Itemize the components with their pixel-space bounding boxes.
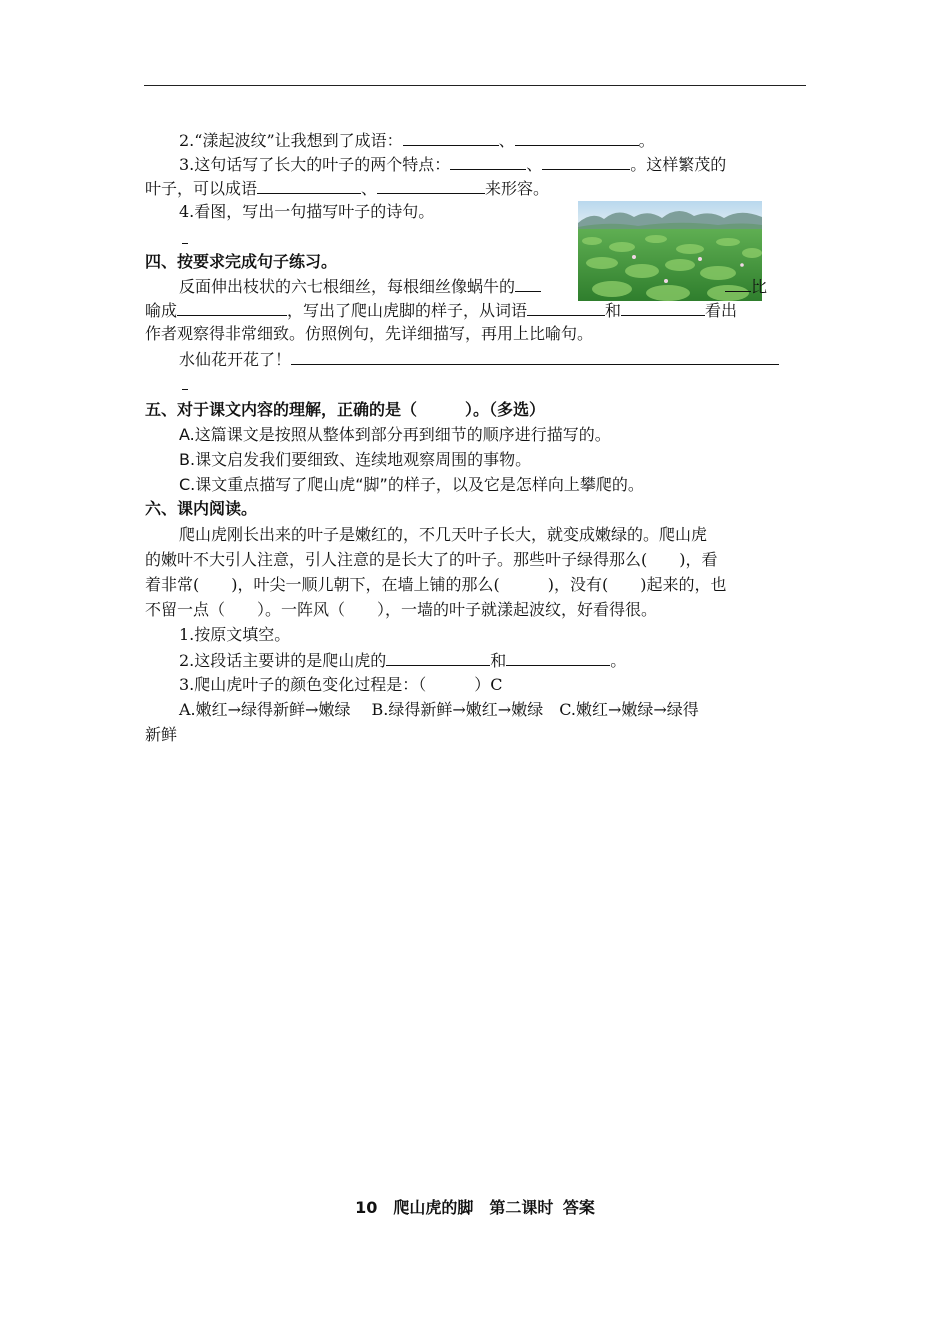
question-4: 4.看图，写出一句描写叶子的诗句。 — [179, 202, 435, 221]
answer-dash[interactable] — [182, 243, 188, 244]
header-rule — [144, 85, 806, 86]
section-6-title: 六、课内阅读。 — [145, 499, 258, 518]
answer-blank[interactable] — [177, 298, 287, 316]
question-2: 2.“漾起波纹”让我想到了成语： 、 。 — [145, 128, 807, 152]
answer-blank[interactable] — [725, 274, 751, 292]
passage-line-4: 不留一点（ ）。一阵风（ ），一墙的叶子就漾起波纹，好看得很。 — [145, 600, 658, 619]
answer-blank[interactable] — [506, 648, 610, 666]
reading-question-3: 3.爬山虎叶子的颜色变化过程是：（ ）C — [179, 675, 503, 694]
answer-blank[interactable] — [515, 128, 639, 146]
answer-blank[interactable] — [542, 152, 630, 170]
passage-line-3: 着非常( )，叶尖一顺儿朝下，在墙上铺的那么( )，没有( )起来的，也 — [145, 575, 727, 594]
option-c: C.课文重点描写了爬山虎“脚”的样子，以及它是怎样向上攀爬的。 — [179, 475, 644, 494]
answer-blank[interactable] — [527, 298, 605, 316]
reading-question-3-options: A.嫩红→绿得新鲜→嫩绿 B.绿得新鲜→嫩红→嫩绿 C.嫩红→嫩绿→绿得 — [179, 700, 699, 719]
answer-section-title: 10 爬山虎的脚 第二课时 答案 — [355, 1198, 595, 1217]
reading-question-1: 1.按原文填空。 — [179, 625, 291, 644]
section-4-line-1: 反面伸出枝状的六七根细丝，每根细丝像蜗牛的 比 — [145, 274, 807, 298]
reading-question-2: 2.这段话主要讲的是爬山虎的 和 。 — [145, 648, 807, 672]
section-4-line-4: 水仙花开花了！ — [145, 347, 807, 371]
section-4-line-2: 喻成 ，写出了爬山虎脚的样子，从词语 和 看出 — [145, 298, 807, 322]
section-4-line-3: 作者观察得非常细致。仿照例句，先详细描写，再用上比喻句。 — [145, 324, 594, 343]
answer-line[interactable] — [291, 347, 779, 365]
answer-blank[interactable] — [386, 648, 490, 666]
option-b: B.课文启发我们要细致、连续地观察周围的事物。 — [179, 450, 532, 469]
answer-blank[interactable] — [515, 274, 541, 292]
answer-blank[interactable] — [621, 298, 705, 316]
section-5-title: 五、对于课文内容的理解，正确的是（ ）。（多选） — [145, 400, 546, 419]
answer-dash[interactable] — [182, 389, 188, 390]
answer-blank[interactable] — [377, 176, 485, 194]
reading-question-3-options-cont: 新鲜 — [145, 725, 178, 744]
option-a: A.这篇课文是按照从整体到部分再到细节的顺序进行描写的。 — [179, 425, 611, 444]
question-3: 3.这句话写了长大的叶子的两个特点： 、 。这样繁茂的 — [145, 152, 807, 176]
answer-blank[interactable] — [450, 152, 526, 170]
answer-blank[interactable] — [403, 128, 499, 146]
passage-line-2: 的嫩叶不大引人注意，引人注意的是长大了的叶子。那些叶子绿得那么( )，看 — [145, 550, 718, 569]
section-4-title: 四、按要求完成句子练习。 — [145, 252, 338, 271]
question-3-cont: 叶子，可以成语 、 来形容。 — [145, 176, 807, 200]
passage-line-1: 爬山虎刚长出来的叶子是嫩红的，不几天叶子长大，就变成嫩绿的。爬山虎 — [179, 525, 708, 544]
answer-blank[interactable] — [257, 176, 361, 194]
